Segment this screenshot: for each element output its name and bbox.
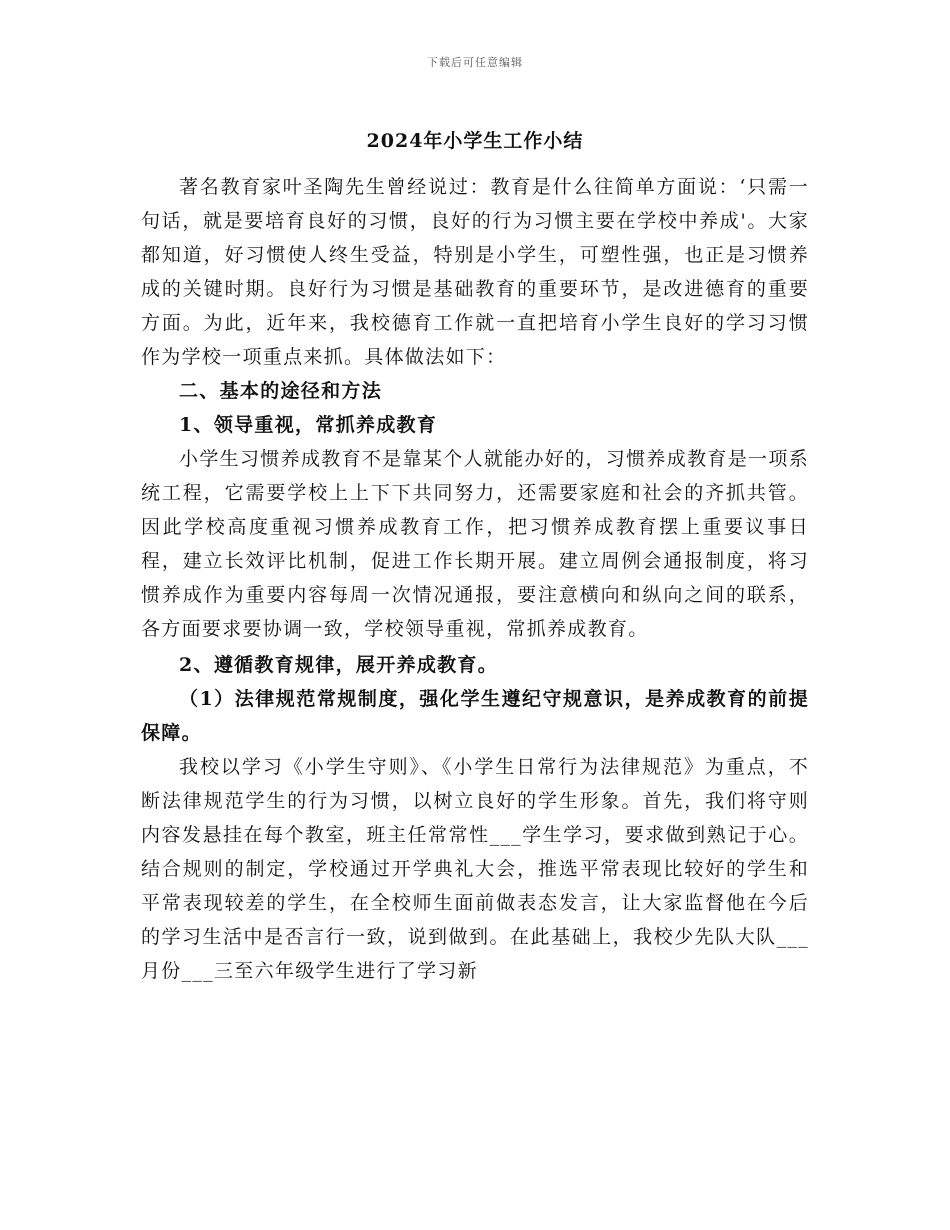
subheading-norms: （1）法律规范常规制度，强化学生遵纪守规意识，是养成教育的前提保障。: [141, 688, 809, 744]
norms-paragraph: 我校以学习《小学生守则》、《小学生日常行为法律规范》为重点，不断法律规范学生的行为习惯，以树立良好的学生形象。首先，我们将守则内容发悬挂在每个教室，班主任常常性___学生学习，要求做到熟记于心。结合规则的制定，学校通过开学典礼大会，推选平常表现比较好的学生和平常表现较差的学生，在全校师生面前做表态发言，让大家监督他在今后的学习生活中是否言行一致，说到做到。在此基础上，我校少先队大队___月份___三至六年级学生进行了学习新: [141, 756, 809, 982]
document-title: 2024年小学生工作小结: [366, 130, 584, 152]
subheading-leadership: 1、领导重视，常抓养成教育: [179, 414, 438, 436]
subheading-education-rules: 2、遵循教育规律，展开养成教育。: [179, 654, 499, 676]
document-body: [141, 170, 809, 988]
header-note: 下载后可任意编辑: [427, 56, 523, 69]
section-heading-methods: 二、基本的途径和方法: [179, 380, 383, 402]
leadership-paragraph: 小学生习惯养成教育不是靠某个人就能办好的，习惯养成教育是一项系统工程，它需要学校上上下下共同努力，还需要家庭和社会的齐抓共管。因此学校高度重视习惯养成教育工作，把习惯养成教育摆上重要议事日程，建立长效评比机制，促进工作长期开展。建立周例会通报制度，将习惯养成作为重要内容每周一次情况通报，要注意横向和纵向之间的联系，各方面要求要协调一致，学校领导重视，常抓养成教育。: [141, 448, 809, 640]
intro-paragraph: 著名教育家叶圣陶先生曾经说过：教育是什么往简单方面说：‘只需一句话，就是要培育良好的习惯，良好的行为习惯主要在学校中养成'。大家都知道，好习惯使人终生受益，特别是小学生，可塑性强，也正是习惯养成的关键时期。良好行为习惯是基础教育的重要环节，是改进德育的重要方面。为此，近年来，我校德育工作就一直把培育小学生良好的学习习惯作为学校一项重点来抓。具体做法如下：: [141, 176, 809, 368]
